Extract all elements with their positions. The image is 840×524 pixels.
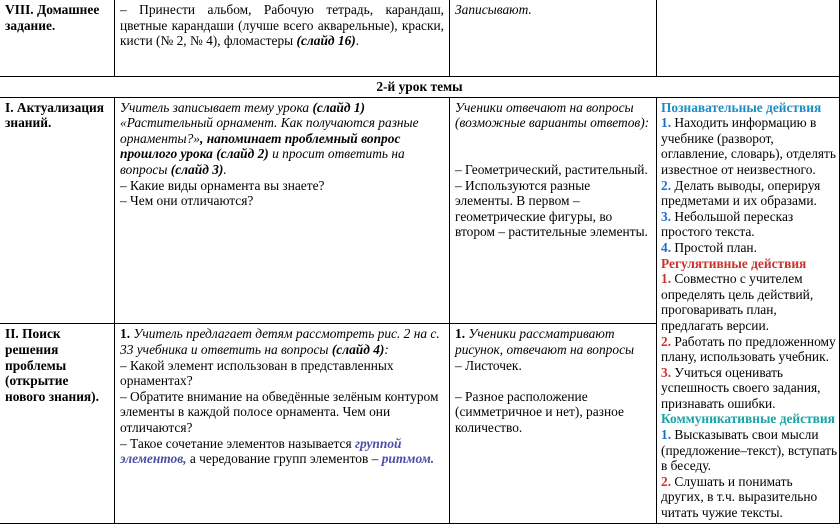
cognitive-item-1: 1. Находить информацию в учебнике (разворот, оглавление, словарь), отделять известное от неизвестного. [661, 115, 836, 177]
section-header: 2-й урок темы [376, 79, 463, 94]
term-rhythm: ритмом. [381, 451, 435, 467]
slide-ref-3: (слайд 3) [170, 161, 224, 177]
homework-stage-cell [0, 0, 115, 77]
homework-students-text: Записывают. [455, 2, 532, 17]
slide-ref-4: (слайд 4) [331, 341, 385, 357]
regulative-item-1: 1. Совместно с учителем определять цель действий, проговаривать план, предлагать версии. [661, 271, 814, 333]
actualization-stage: I. Актуализация знаний. [5, 99, 105, 131]
cognitive-item-3: 3. Небольшой пересказ простого текста. [661, 208, 794, 240]
actualization-students-intro: Ученики отвечают на вопросы (возможные варианты ответов): [455, 99, 650, 131]
homework-row [0, 0, 840, 77]
section-header-cell [0, 77, 840, 98]
actualization-teacher-p1: Учитель записывает тему урока [120, 99, 313, 115]
cognitive-actions-title: Познавательные действия [661, 99, 822, 115]
actualization-teacher-p3: , напоминает проблемный вопрос прошлого урока [120, 130, 401, 162]
section-header-row [0, 77, 840, 98]
homework-teacher-text: – Принести альбом, Рабочую тетрадь, карандаш, цветные карандаши (лучше всего акварельные), краски, кисти (№ 2, № 4), фломастеры [120, 2, 444, 49]
actualization-row [0, 97, 840, 324]
cognitive-item-4: 4. Простой план. [661, 239, 757, 255]
problem-students-num: 1. [455, 326, 466, 342]
problem-students-p1: Ученики рассматривают рисунок, отвечают на вопросы [455, 326, 635, 357]
lesson-topic: «Растительный орнамент. Как получаются разные орнаменты?» [120, 115, 419, 146]
communicative-item-1: 1. Высказывать свои мысли (предложение–текст), вступать в беседу. [661, 427, 838, 474]
slide-ref-2: (слайд 2) [216, 146, 269, 162]
actualization-answer-2: – Используются разные элементы. В первом – геометрические фигуры, во втором – растительные элементы. [455, 177, 648, 240]
problem-students-cell [450, 324, 657, 523]
problem-question-1: – Какой элемент использован в представленных орнаментах? [120, 357, 394, 389]
homework-teacher-end: . [355, 33, 360, 49]
communicative-actions-title: Коммуникативные действия [661, 411, 835, 427]
homework-competency-cell [657, 0, 840, 77]
actualization-teacher-cell [115, 97, 450, 324]
problem-stage: II. Поиск решения проблемы (открытие нового знания). [5, 326, 99, 404]
slide-ref-1: (слайд 1) [312, 99, 365, 115]
regulative-item-2: 2. Работать по предложенному плану, использовать учебник. [661, 333, 836, 365]
problem-teacher-num: 1. [120, 326, 131, 342]
actualization-question-1: – Какие виды орнамента вы знаете? [120, 177, 325, 193]
term-group-elements: группой элементов, [120, 435, 402, 467]
problem-stage-cell [0, 324, 115, 523]
problem-teacher-cell [115, 324, 450, 523]
cognitive-item-2: 2. Делать выводы, оперируя предметами и их образами. [661, 177, 821, 209]
homework-students-cell [450, 0, 657, 77]
regulative-item-3: 3. Учиться оценивать успешность своего задания, признавать ошибки. [661, 364, 821, 411]
actualization-teacher-p4: и просит ответить на вопросы [120, 146, 405, 177]
communicative-item-2: 2. Слушать и понимать других, в т.ч. выразительно читать чужие тексты. [661, 473, 818, 521]
actualization-question-2: – Чем они отличаются? [120, 193, 254, 209]
homework-stage: VIII. Домашнее задание. [5, 2, 100, 33]
homework-teacher-cell [115, 0, 450, 77]
actualization-students-cell [450, 97, 657, 324]
actualization-teacher-p5: . [223, 161, 227, 177]
problem-question-3: – Такое сочетание элементов называется группой элементов, а чередование групп элементов – ритмом. [120, 435, 435, 467]
actualization-answer-1: – Геометрический, растительный. [455, 161, 648, 177]
problem-teacher-p2: : [384, 341, 389, 357]
problem-question-2: – Обратите внимание на обведённые зелёным контуром элементы в каждой полосе орнамента. Чем они отличаются? [120, 388, 439, 435]
competencies-cell [657, 97, 840, 523]
homework-slide-ref: (слайд 16) [296, 33, 356, 49]
problem-answer-1: – Листочек. [455, 357, 522, 373]
problem-answer-2: – Разное расположение (симметричное и нет), разное количество. [455, 388, 624, 435]
regulative-actions-title: Регулятивные действия [661, 255, 807, 271]
actualization-stage-cell [0, 97, 115, 324]
problem-teacher-p1: Учитель предлагает детям рассмотреть рис. 2 на с. 33 учебника и ответить на вопросы [120, 326, 440, 357]
